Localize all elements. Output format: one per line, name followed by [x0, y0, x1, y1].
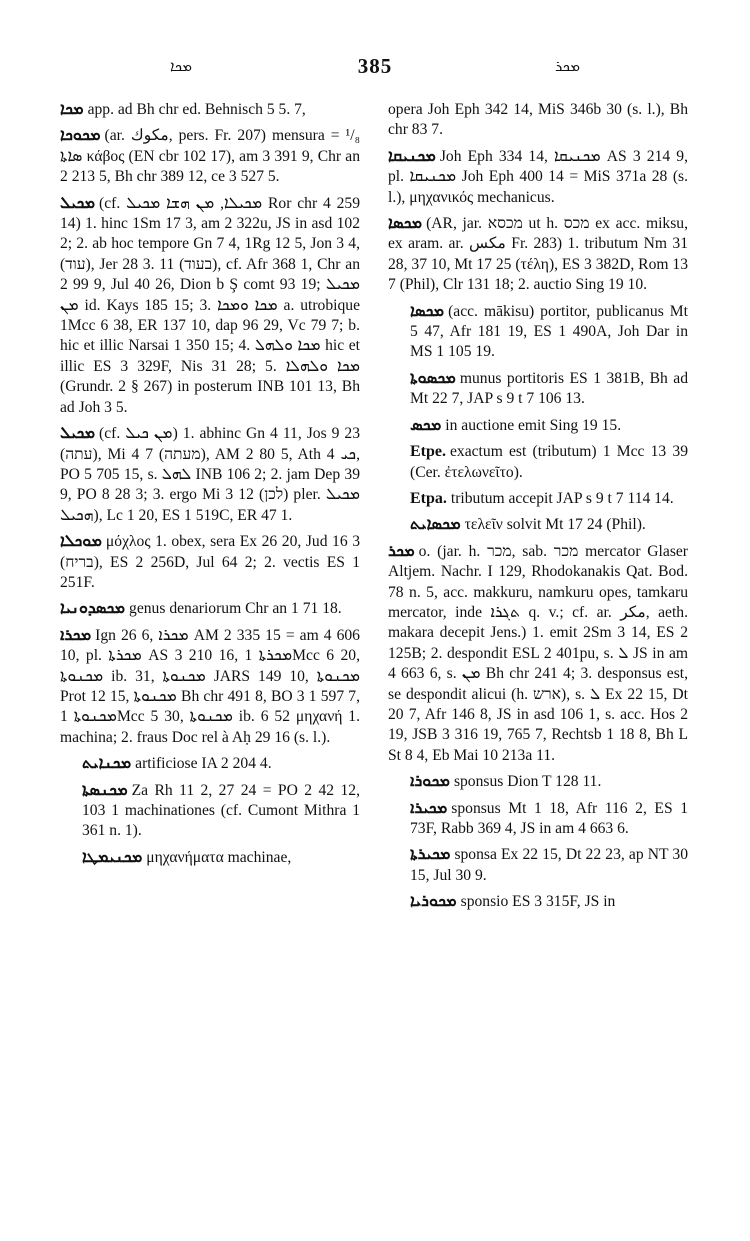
entry-headword: ܡܟܢܣܬܐ: [82, 781, 128, 799]
entry-headword: ܡܘܟܠܐ: [60, 533, 102, 551]
entry-definition: munus portitoris ES 1 381B, Bh ad Mt 22 7, JAP s 9 t 7 106 13.: [410, 369, 688, 408]
dictionary-entry: [388, 542, 688, 766]
entry-headword: ܡܟܣܐܝܬ: [410, 516, 461, 534]
entry-headword: ܡܟܣ: [410, 416, 442, 434]
entry-definition: sponsa Ex 22 15, Dt 22 23, ap NT 30 15, Jul 30 9.: [410, 846, 688, 884]
entry-headword: ܡܟܣܐ: [410, 302, 445, 320]
dictionary-entry: [60, 626, 360, 748]
dictionary-entry: [60, 100, 360, 120]
entry-headword: ܡܟܣܘܬܐ: [410, 369, 456, 387]
left-column: [60, 100, 360, 874]
dictionary-entry: [60, 754, 360, 774]
entry-definition: Za Rh 11 2, 27 24 = PO 2 42 12, 103 1 machinationes (cf. Cumont Mithra 1 361 n. 1).: [82, 781, 360, 840]
entry-definition: o. (jar. h. מכר, sab. מכר mercator Glaser Altjem. Nachr. I 129, Rhodokanakis Qat. Bod. 78 n. 5, acc. makkuru, namkuru opes, tamkaru mercator, inde ܬܓܪܐ q. v.; cf. ar. مكر, aeth. makara decepit Jens.) 1. emit 2Sm 3 14, ES 2 125B; 2. despondit ESL 2 401pu, s. ܠ JS in am 4 663 6, s. ܡܢ Bh chr 241 4; 3. desponsus est, se despondit alicui (h. ארש), s. ܠ Ex 22 15, Dt 20 7, Afr 146 8, JS in asd 106 1, s. acc. Hos 2 19, JSB 3 316 19, 765 7, Rechtsb 1 18 8, Bh L St 8 4, Eb Mai 10 213a 11.: [388, 542, 689, 764]
entry-headword: ܡܟܪܐ: [60, 626, 92, 644]
dictionary-entry: [388, 416, 688, 436]
dictionary-entry: [60, 599, 360, 619]
entry-definition: (cf. ܡܢ ܟܝܠ) 1. abhinc Gn 4 11, Jos 9 23 (עתה), Mi 4 7 (מעתה), AM 2 80 5, Ath ܟܝ 4, PO 5 705 15, s. ܠܗܠ INB 106 2; 2. jam Dep 39 9, PO 8 28 3; 3. ergo Mi 3 12 (לכן) pler. ܡܟܝܠ ܗܟܝܠ), Lc 1 20, ES 1 519C, ER 47 1.: [60, 425, 360, 524]
dictionary-entry: [60, 848, 360, 868]
entry-headword: ܡܟܘܪܝܐ: [410, 893, 457, 911]
dictionary-entry: [388, 515, 688, 535]
entry-definition: (cf. ܡܟܝܠܐ, ܡܢ ܗܫܐ ܡܟܝܠ Ror chr 4 259 14) 1. hinc 1Sm 17 3, am 2 322u, JS in asd 102 2; 2. ab hoc tempore Gn 7 4, 1Rg 12 5, Jon 3 4, (עוד), Jer 28 3. 11 (בעוד), cf. Afr 368 1, Chr an 2 99 9, Jul 40 26, Dion b Ş comt 93 19; ܡܟܝܠ ܡܢ id. Kays 185 15; 3. ܡܟܐ ܘܡܟܐ a. utrobique 1Mcc 6 38, ER 137 10, dap 96 29, Vc 79 7; b. hic et illic Narsai 1 350 15; 4. ܡܟܐ ܘܠܗܠ hic et illic ES 3 329F, Nis 31 28; 5. ܡܟܐ ܘܠܗܠܐ (Grundr. 2 § 267) in posterum INB 101 13, Bh ad Joh 3 5.: [60, 194, 361, 416]
dictionary-entry: [388, 147, 688, 208]
left-running-head: ܡܟܐ: [170, 59, 193, 75]
entry-definition: sponsus Dion T 128 11.: [453, 773, 602, 791]
dictionary-entry: [388, 799, 688, 840]
entry-definition: app. ad Bh chr ed. Behnisch 5 5. 7,: [87, 101, 306, 118]
entry-definition: μόχλος 1. obex, sera Ex 26 20, Jud 16 3 (בריח), ES 2 256D, Jul 64 2; 2. vectis ES 1 251F.: [60, 533, 360, 591]
entry-definition: genus denariorum Chr an 1 71 18.: [129, 600, 342, 618]
entry-definition: artificiose IA 2 204 4.: [135, 755, 272, 773]
entry-headword: ܡܟܢܝܩܐ: [388, 147, 436, 165]
entry-definition: (ar. مكوك, pers. Fr. 207) mensura = ¹/₈ ܣܐܬܐ κάβος (EN cbr 102 17), am 3 391 9, Chr an 2 213 5, Bh chr 389 12, ce 3 527 5.: [60, 127, 361, 186]
entry-definition: (AR, jar. מכסא ut h. מכס ex acc. miksu, ex aram. ar. مكس Fr. 283) 1. tributum Nm 31 28, 37 10, Mt 17 25 (τέλη), ES 3 382D, Rom 13 7 (Phil), Clr 131 18; 2. auctio Sing 19 10.: [388, 215, 688, 294]
dictionary-entry: [388, 442, 688, 483]
entry-definition: opera Joh Eph 342 14, MiS 346b 30 (s. l.), Bh chr 83 7.: [388, 101, 688, 139]
dictionary-entry: [388, 845, 688, 886]
entry-headword: ܡܟܝܠ: [60, 425, 96, 443]
dictionary-entry: [388, 489, 688, 509]
entry-headword: ܡܟܢܐܝܬ: [82, 755, 132, 773]
entry-headword: ܡܟܢܝܡܛܐ: [82, 848, 143, 866]
entry-definition: sponsus Mt 1 18, Afr 116 2, ES 1 73F, Rabb 369 4, JS in am 4 663 6.: [410, 799, 688, 837]
entry-headword: ܡܟܘܟܐ: [60, 127, 101, 145]
dictionary-entry: [388, 772, 688, 792]
dictionary-entry: [388, 100, 688, 141]
entry-definition: tributum accepit JAP s 9 t 7 114 14.: [450, 489, 674, 507]
entry-headword: ܡܟܝܪܬܐ: [410, 846, 451, 864]
entry-headword: ܡܟܐ: [60, 101, 84, 118]
dictionary-entry: [60, 532, 360, 593]
dictionary-entry: [388, 302, 688, 363]
right-running-head: ܡܟܪ: [555, 59, 580, 75]
entry-definition: Joh Eph 334 14, ܡܟܢܝܩܐ AS 3 214 9, pl. ܡܟܢܝܩܐ Joh Eph 400 14 = MiS 371a 28 (s. l.), μηχανικός mechanicus.: [388, 147, 688, 206]
entry-headword: Etpa.: [410, 489, 447, 507]
page-number: 385: [357, 54, 393, 78]
entry-headword: ܡܟܣܐ: [388, 215, 423, 233]
dictionary-entry: [388, 214, 688, 296]
entry-headword: Etpe.: [410, 443, 446, 461]
entry-definition: in auctione emit Sing 19 15.: [445, 416, 622, 434]
entry-definition: τελεῖν solvit Mt 17 24 (Phil).: [464, 516, 646, 534]
dictionary-entry: [388, 892, 688, 912]
entry-definition: sponsio ES 3 315F, JS in: [460, 893, 616, 911]
dictionary-entry: [60, 194, 360, 418]
entry-headword: ܡܟܝܠ: [60, 194, 96, 212]
dictionary-entry: [388, 369, 688, 410]
dictionary-entry: [60, 126, 360, 187]
entry-definition: (acc. mākisu) portitor, publicanus Mt 5 47, Afr 181 19, ES 1 490A, Joh Dar in MS 1 105 19.: [410, 302, 688, 361]
entry-definition: μηχανήματα machinae,: [146, 848, 292, 866]
entry-headword: ܡܟܪ: [388, 542, 415, 560]
entry-definition: Ign 26 6, ܡܟܪܐ AM 2 335 15 = am 4 606 10, pl. ܡܟܪܬܐ AS 3 210 16, ܡܟܪܬܐ 1Mcc 6 20, ܡܟܢܘܬܐ ib. 31, ܡܟܢܘܬܐ JARS 149 10, ܡܟܢܘܬܐ Prot 12 15, ܡܟܢܘܬܐ Bh chr 491 8, BO 3 1 597 7, ܡܟܢܘܬܐ 1Mcc 5 30, ܡܟܢܘܬܐ ib. 6 52 μηχανή 1. machina; 2. fraus Doc rel à Aḥ 29 16 (s. l.).: [60, 626, 361, 746]
dictionary-entry: [60, 781, 360, 842]
entry-headword: ܡܟܘܪܐ: [410, 773, 450, 791]
entry-headword: ܡܟܝܪܐ: [410, 799, 448, 817]
right-column: [388, 100, 688, 919]
page-header: [60, 50, 690, 80]
entry-definition: exactum est (tributum) 1 Mcc 13 39 (Cer. ἐτελωνεῖτο).: [410, 443, 688, 481]
entry-headword: ܡܟܣܕܘܢܝܐ: [60, 600, 126, 618]
dictionary-entry: [60, 424, 360, 526]
